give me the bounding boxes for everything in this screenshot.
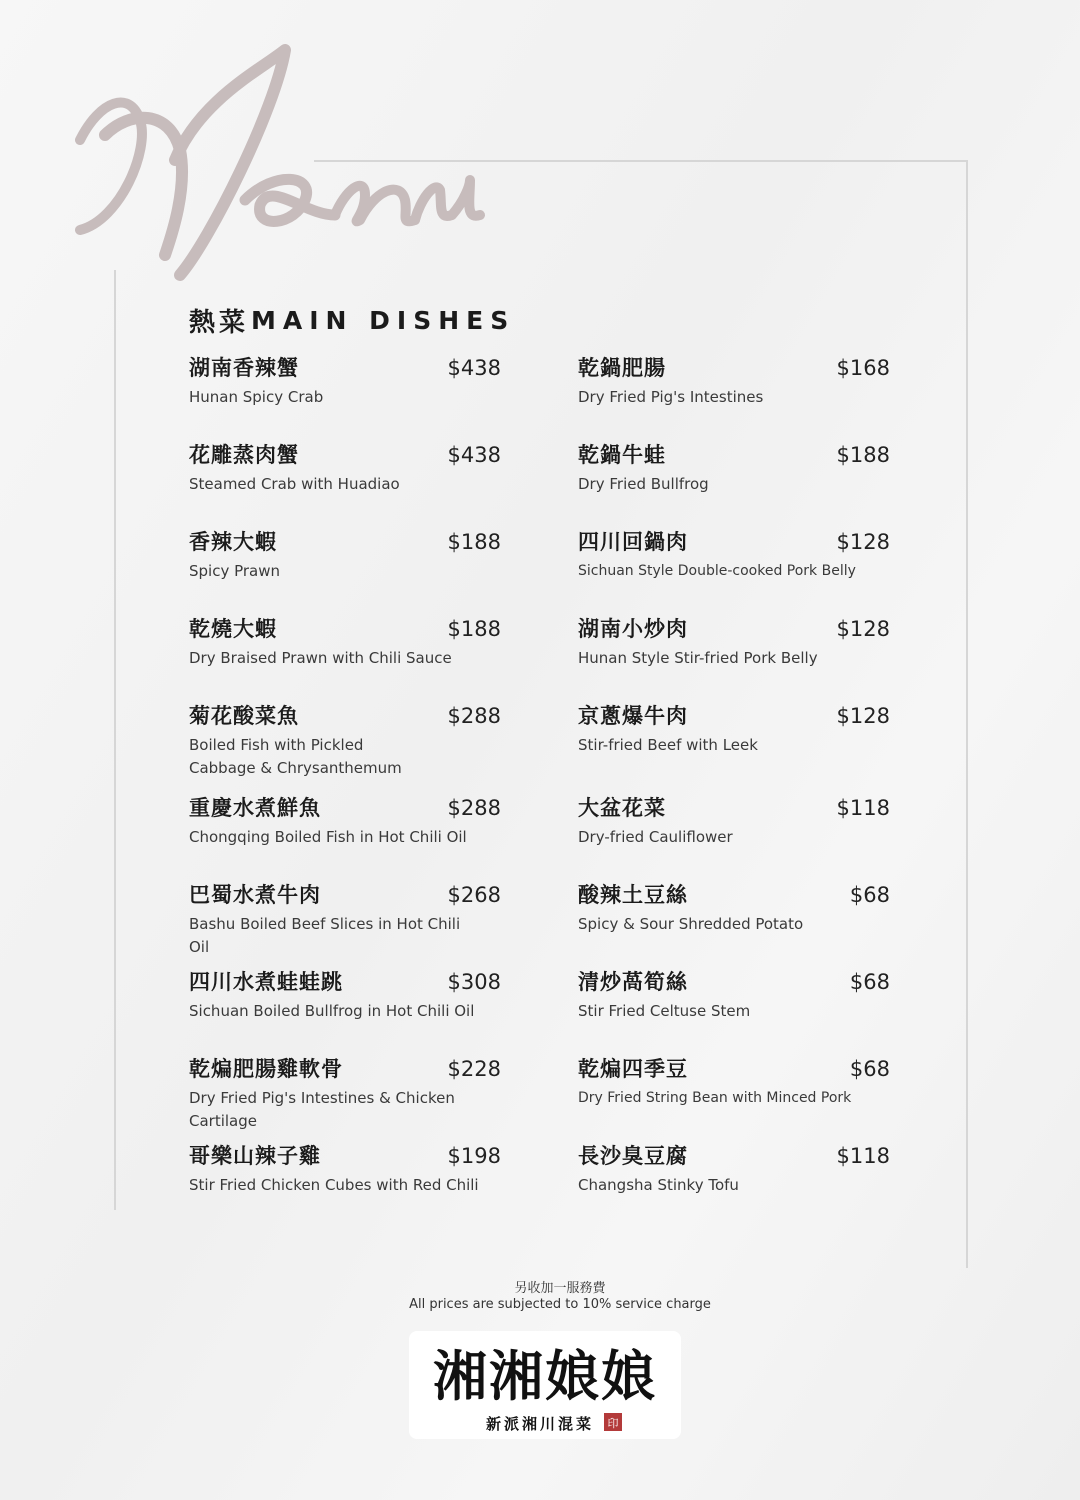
item-name-en: Sichuan Style Double-cooked Pork Belly [578, 563, 856, 579]
section-title [189, 302, 515, 339]
item-name-zh: 香辣大蝦 [189, 530, 277, 554]
menu-item [189, 613, 501, 670]
menu-item [189, 1053, 501, 1133]
item-name-zh: 湖南香辣蟹 [189, 356, 299, 380]
menu-item [189, 439, 501, 496]
item-name-en: Sichuan Boiled Bullfrog in Hot Chili Oil [189, 1002, 475, 1020]
item-name-en: Stir Fried Celtuse Stem [578, 1002, 751, 1020]
section-title-en: MAIN DISHES [251, 306, 516, 335]
item-name-en: Stir Fried Chicken Cubes with Red Chili [189, 1176, 479, 1194]
menu-item [578, 966, 890, 1023]
menu-item [578, 439, 890, 496]
menu-item [578, 700, 890, 757]
item-name-en: Steamed Crab with Huadiao [189, 475, 400, 493]
frame-line-right [966, 160, 968, 1268]
item-name-zh: 乾煸肥腸雞軟骨 [189, 1057, 343, 1081]
item-price: $118 [836, 1144, 890, 1168]
item-name-zh: 乾鍋牛蛙 [578, 443, 666, 467]
item-name-zh: 花雕蒸肉蟹 [189, 443, 299, 467]
item-name-zh: 乾鍋肥腸 [578, 356, 666, 380]
menu-item [578, 792, 890, 849]
item-price: $68 [849, 1057, 890, 1081]
item-name-zh: 重慶水煮鮮魚 [189, 796, 321, 820]
item-price: $118 [836, 796, 890, 820]
item-name-en: Spicy Prawn [189, 562, 281, 580]
item-name-zh: 大盆花菜 [578, 796, 666, 820]
menu-item [578, 1140, 890, 1197]
menu-item [578, 613, 890, 670]
item-price: $438 [447, 443, 501, 467]
logo-sub-text: 新派湘川混菜 [485, 1415, 595, 1433]
item-name-en: Hunan Style Stir-fried Pork Belly [578, 649, 818, 667]
item-name-en: Dry Fried String Bean with Minced Pork [578, 1090, 852, 1106]
menu-item [189, 879, 501, 959]
item-price: $68 [849, 883, 890, 907]
item-name-zh: 巴蜀水煮牛肉 [189, 883, 321, 907]
item-name-en: Stir-fried Beef with Leek [578, 736, 758, 754]
item-name-zh: 哥樂山辣子雞 [189, 1144, 321, 1168]
item-name-zh: 清炒萵筍絲 [578, 970, 688, 994]
item-name-en: Dry Braised Prawn with Chili Sauce [189, 649, 452, 667]
item-name-zh: 乾煸四季豆 [578, 1057, 688, 1081]
item-price: $268 [447, 883, 501, 907]
item-price: $188 [447, 530, 501, 554]
menu-script-graphic [60, 40, 490, 290]
item-name-zh: 四川水煮蛙蛙跳 [189, 970, 343, 994]
menu-item [578, 879, 890, 936]
item-name-zh: 湖南小炒肉 [578, 617, 688, 641]
item-price: $128 [836, 704, 890, 728]
item-name-en: Spicy & Sour Shredded Potato [578, 915, 804, 933]
restaurant-logo [405, 1325, 685, 1445]
item-name-zh: 京蔥爆牛肉 [578, 704, 688, 728]
item-name-en: Hunan Spicy Crab [189, 388, 324, 406]
item-price: $68 [849, 970, 890, 994]
service-charge-note-en: All prices are subjected to 10% service charge [409, 1297, 711, 1312]
logo-graphic [405, 1325, 685, 1445]
service-charge-note-zh: 另收加一服務費 [514, 1281, 606, 1296]
item-name-zh: 乾燒大蝦 [189, 617, 277, 641]
menu-item [189, 966, 501, 1023]
item-name-en: Dry Fried Pig's Intestines & Chicken Cartilage [189, 1089, 455, 1130]
frame-line-top [314, 160, 968, 162]
menu-item [189, 526, 501, 583]
item-name-zh: 酸辣土豆絲 [578, 883, 688, 907]
item-name-en: Chongqing Boiled Fish in Hot Chili Oil [189, 828, 467, 846]
logo-main-text: 湘湘娘娘 [433, 1344, 657, 1408]
item-price: $168 [836, 356, 890, 380]
logo-seal-text: 印 [607, 1417, 619, 1430]
item-name-en: Dry Fried Pig's Intestines [578, 388, 764, 406]
item-price: $128 [836, 530, 890, 554]
menu-item [189, 352, 501, 409]
menu-script-title [60, 40, 490, 290]
item-price: $288 [447, 796, 501, 820]
menu-item [189, 700, 501, 780]
item-name-zh: 長沙臭豆腐 [578, 1144, 688, 1168]
item-price: $188 [447, 617, 501, 641]
item-price: $438 [447, 356, 501, 380]
item-name-en: Dry Fried Bullfrog [578, 475, 709, 493]
item-name-en: Dry-fried Cauliflower [578, 828, 733, 846]
item-name-zh: 菊花酸菜魚 [189, 704, 299, 728]
item-price: $288 [447, 704, 501, 728]
item-price: $128 [836, 617, 890, 641]
item-name-en: Changsha Stinky Tofu [578, 1176, 739, 1194]
item-price: $198 [447, 1144, 501, 1168]
menu-item [189, 792, 501, 849]
item-name-zh: 四川回鍋肉 [578, 530, 688, 554]
section-title-zh: 熱菜 [189, 308, 250, 338]
frame-line-left [114, 270, 116, 1210]
item-price: $228 [447, 1057, 501, 1081]
item-name-en: Bashu Boiled Beef Slices in Hot Chili Oil [189, 915, 461, 956]
item-name-en: Boiled Fish with Pickled Cabbage & Chrysanthemum [189, 736, 402, 777]
item-price: $308 [447, 970, 501, 994]
menu-item [578, 1053, 890, 1110]
item-price: $188 [836, 443, 890, 467]
menu-item [578, 352, 890, 409]
menu-item [189, 1140, 501, 1197]
menu-item [578, 526, 890, 583]
